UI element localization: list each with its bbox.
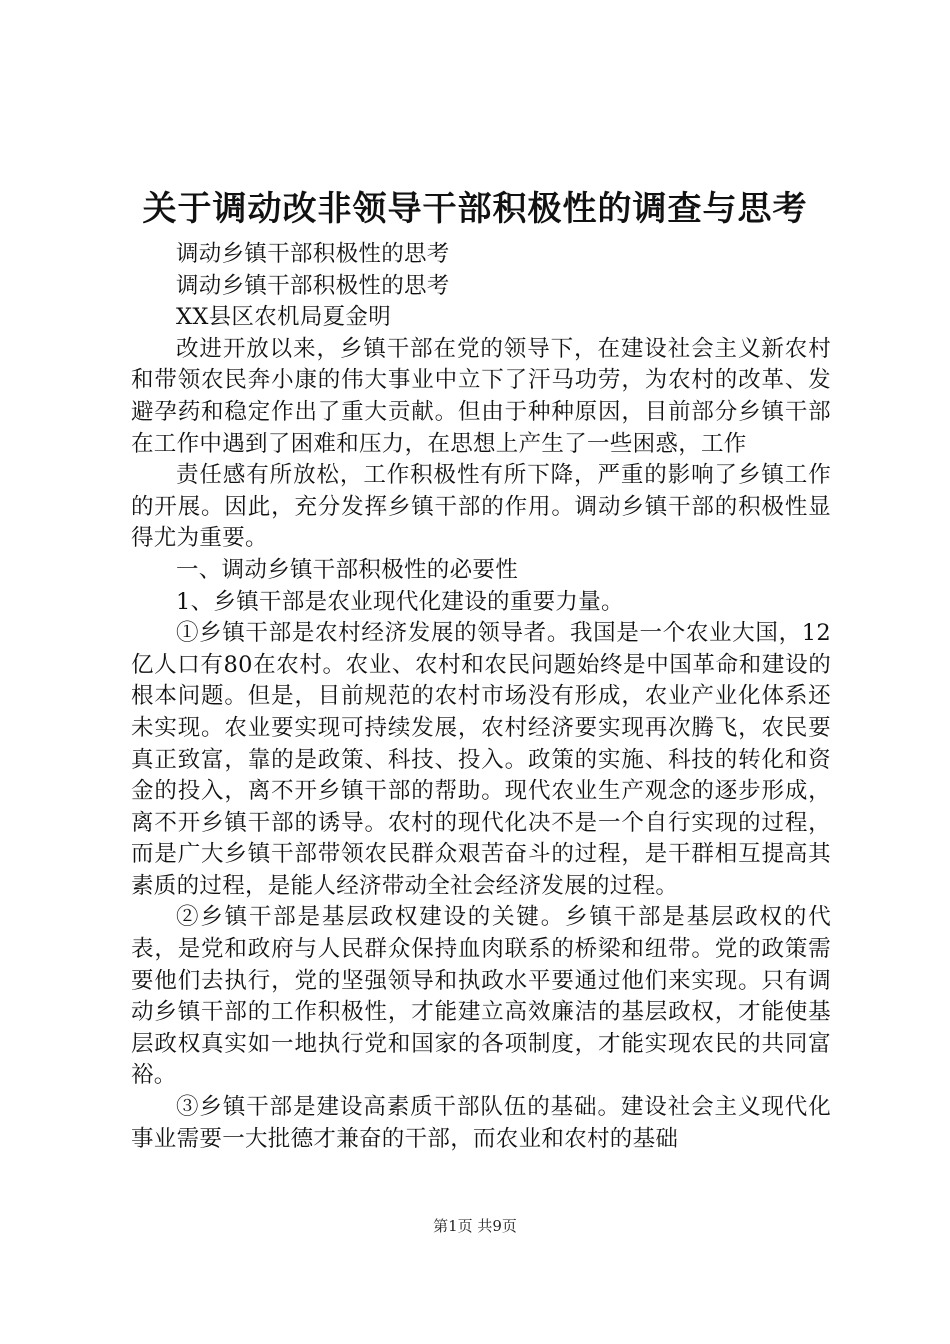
subtitle-line: 调动乡镇干部积极性的思考 — [176, 241, 450, 267]
body-paragraph: ③乡镇干部是建设高素质干部队伍的基础。建设社会主义现代化事业需要一大批德才兼奋的干部，而农业和农村的基础 — [131, 1094, 831, 1152]
subtitle-line: 调动乡镇干部积极性的思考 — [176, 272, 450, 299]
page-footer: 第1页 共9页 — [433, 1217, 517, 1235]
document-body — [131, 239, 831, 1155]
body-paragraph: 责任感有所放松，工作积极性有所下降，严重的影响了乡镇工作的开展。因此，充分发挥乡镇干部的作用。调动乡镇干部的积极性显得尤为重要。 — [131, 462, 831, 552]
section-heading: 一、调动乡镇干部积极性的必要性 — [176, 556, 519, 583]
body-paragraph: 改进开放以来，乡镇干部在党的领导下，在建设社会主义新农村和带领农民奔小康的伟大事业中立下了汗马功劳，为农村的改革、发避孕药和稳定作出了重大贡献。但由于种种原因，目前部分乡镇干部在工作中遇到了困难和压力，在思想上产生了一些困惑，工作 — [131, 335, 831, 457]
author-line: XX县区农机局夏金明 — [176, 304, 392, 331]
subsection-heading: 1、乡镇干部是农业现代化建设的重要力量。 — [176, 588, 624, 615]
body-paragraph: ①乡镇干部是农村经济发展的领导者。我国是一个农业大国，12亿人口有80在农村。农业、农村和农民问题始终是中国革命和建设的根本问题。但是，目前规范的农村市场没有形成，农业产业化体系还未实现。农业要实现可持续发展，农村经济要实现再次腾飞，农民要真正致富，靠的是政策、科技、投入。政策的实施、科技的转化和资金的投入，离不开乡镇干部的帮助。现代农业生产观念的逐步形成，离不开乡镇干部的诱导。农村的现代化决不是一个自行实现的过程，而是广大乡镇干部带领农民群众艰苦奋斗的过程，是干群相互提高其素质的过程，是能人经济带动全社会经济发展的过程。 — [131, 620, 831, 899]
body-paragraph: ②乡镇干部是基层政权建设的关键。乡镇干部是基层政权的代表，是党和政府与人民群众保持血肉联系的桥梁和纽带。党的政策需要他们去执行，党的坚强领导和执政水平要通过他们来实现。只有调动乡镇干部的工作积极性，才能建立高效廉洁的基层政权，才能使基层政权真实如一地执行党和国家的各项制度，才能实现农民的共同富裕。 — [131, 904, 831, 1089]
document-title: 关于调动改非领导干部积极性的调查与思考 — [142, 189, 808, 229]
